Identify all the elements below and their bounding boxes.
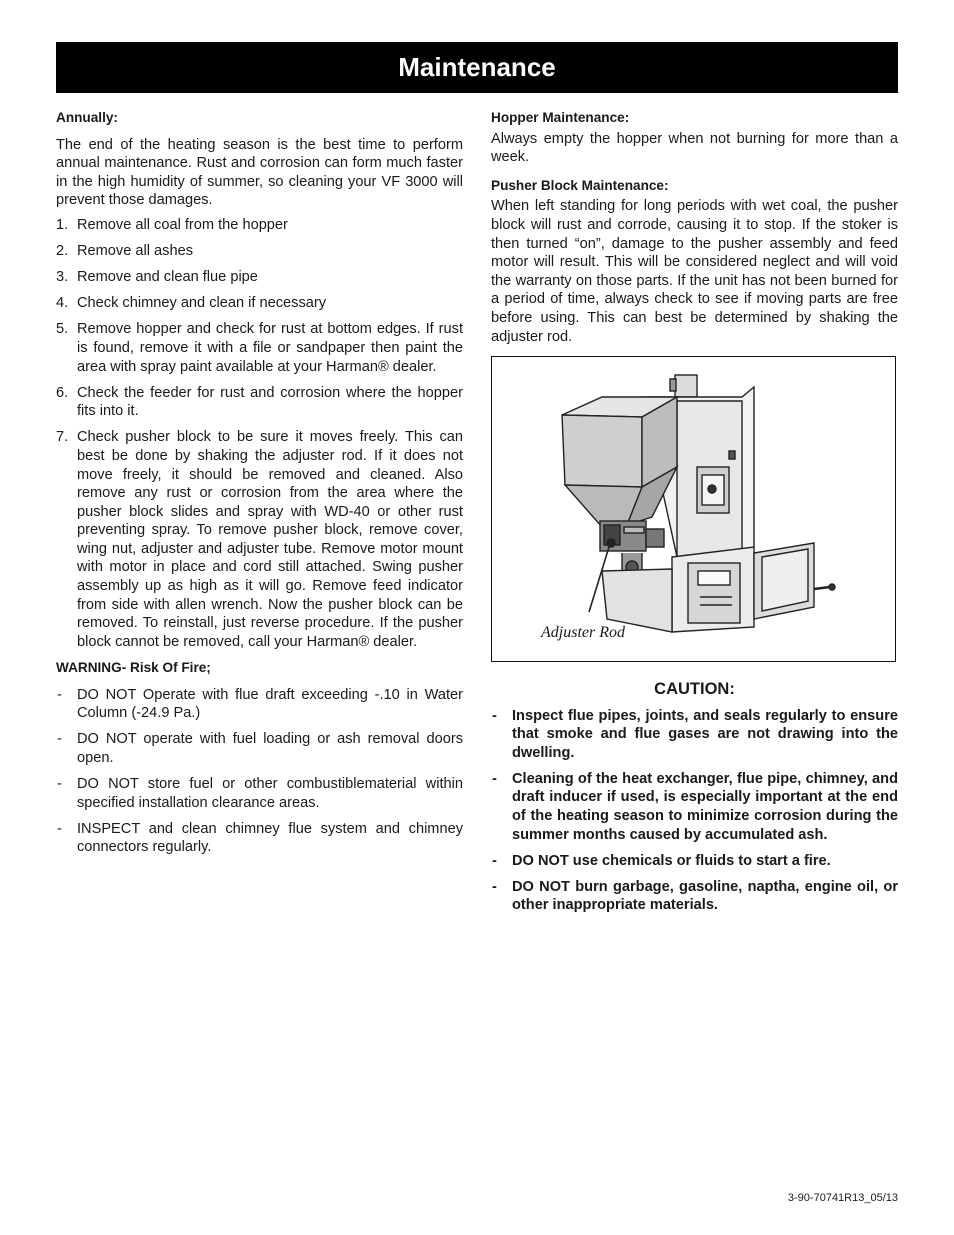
- list-item: 6. Check the feeder for rust and corrosion where the hopper fits into it.: [56, 384, 463, 420]
- list-item: - DO NOT burn garbage, gasoline, naptha, engine oil, or other inappropriate materials.: [492, 878, 898, 914]
- list-item: - DO NOT use chemicals or fluids to start a fire.: [492, 852, 831, 869]
- figure-label-adjuster-rod: Adjuster Rod: [541, 624, 625, 641]
- caution-list: [491, 707, 898, 915]
- caution-section: [491, 680, 898, 923]
- page-title: Maintenance: [398, 52, 556, 82]
- list-item: - Inspect flue pipes, joints, and seals regularly to ensure that smoke and flue gases are not drawing into the dwelling.: [492, 707, 898, 761]
- list-item: - Cleaning of the heat exchanger, flue pipe, chimney, and draft inducer if used, is especially important at the end of the heating season to minimize corrosion during the summer months caused by accumulated ash.: [492, 770, 898, 843]
- warning-heading: WARNING- Risk Of Fire;: [56, 659, 211, 675]
- stoker-illustration: [492, 357, 894, 660]
- list-item: 1. Remove all coal from the hopper: [56, 216, 288, 233]
- document-number: 3-90-70741R13_05/13: [787, 1192, 898, 1204]
- list-item: - DO NOT store fuel or other combustiblematerial within specified installation clearance areas.: [57, 775, 463, 811]
- caution-heading: CAUTION:: [654, 680, 735, 698]
- annual-steps-list: [56, 216, 463, 651]
- pusher-text: When left standing for long periods with wet coal, the pusher block will rust and corrode, causing it to stop. If the stoker is then turned “on”, damage to the pusher assembly and feed motor will result. This will be considered neglect and will void the warranty on those parts. If the unit has not been burned for a period of time, always check to see if moving parts are free before using. This can best be determined by shaking the adjuster rod.: [491, 198, 898, 345]
- list-item: 3. Remove and clean flue pipe: [56, 269, 258, 286]
- hopper-text: Always empty the hopper when not burning for more than a week.: [491, 130, 898, 166]
- list-item: 7. Check pusher block to be sure it moves freely. This can best be done by shaking the adjuster rod. If it does not move freely, it should be removed and cleaned. Also remove any rust or corrosion from the area where the pusher block slides and spray with WD-40 or other rust preventing spray. To remove pusher block, remove cover, wing nut, adjuster and adjuster tube. Remove motor mount with motor in place and cord still attached. Swing pusher assembly up as high as it will go. Remove feed indicator from side with allen wrench. Now the pusher block can be removed. To reinstall, just reverse procedure. If the pusher block cannot be removed, call your Harman® dealer.: [56, 429, 463, 650]
- pusher-heading: Pusher Block Maintenance:: [491, 177, 669, 193]
- stoker-figure: [491, 356, 896, 662]
- list-item: - INSPECT and clean chimney flue system and chimney connectors regularly.: [57, 820, 463, 856]
- page-title-banner: [56, 42, 898, 93]
- list-item: 5. Remove hopper and check for rust at bottom edges. If rust is found, remove it with a file or sandpaper then paint the area with spray paint available at your Harman® dealer.: [56, 321, 463, 375]
- right-column: [491, 109, 898, 352]
- list-item: 2. Remove all ashes: [56, 243, 193, 260]
- left-column: [56, 109, 463, 864]
- warning-list: [56, 686, 463, 857]
- list-item: - DO NOT Operate with flue draft exceeding -.10 in Water Column (-24.9 Pa.): [57, 686, 463, 722]
- hopper-heading: Hopper Maintenance:: [491, 110, 630, 125]
- annual-intro: The end of the heating season is the best time to perform annual maintenance. Rust and corrosion can form much faster in the high humidity of summer, so cleaning your VF 3000 will prevent those damages.: [56, 136, 463, 209]
- list-item: - DO NOT operate with fuel loading or ash removal doors open.: [57, 731, 463, 766]
- list-item: 4. Check chimney and clean if necessary: [56, 295, 327, 312]
- annually-heading: Annually:: [56, 110, 118, 125]
